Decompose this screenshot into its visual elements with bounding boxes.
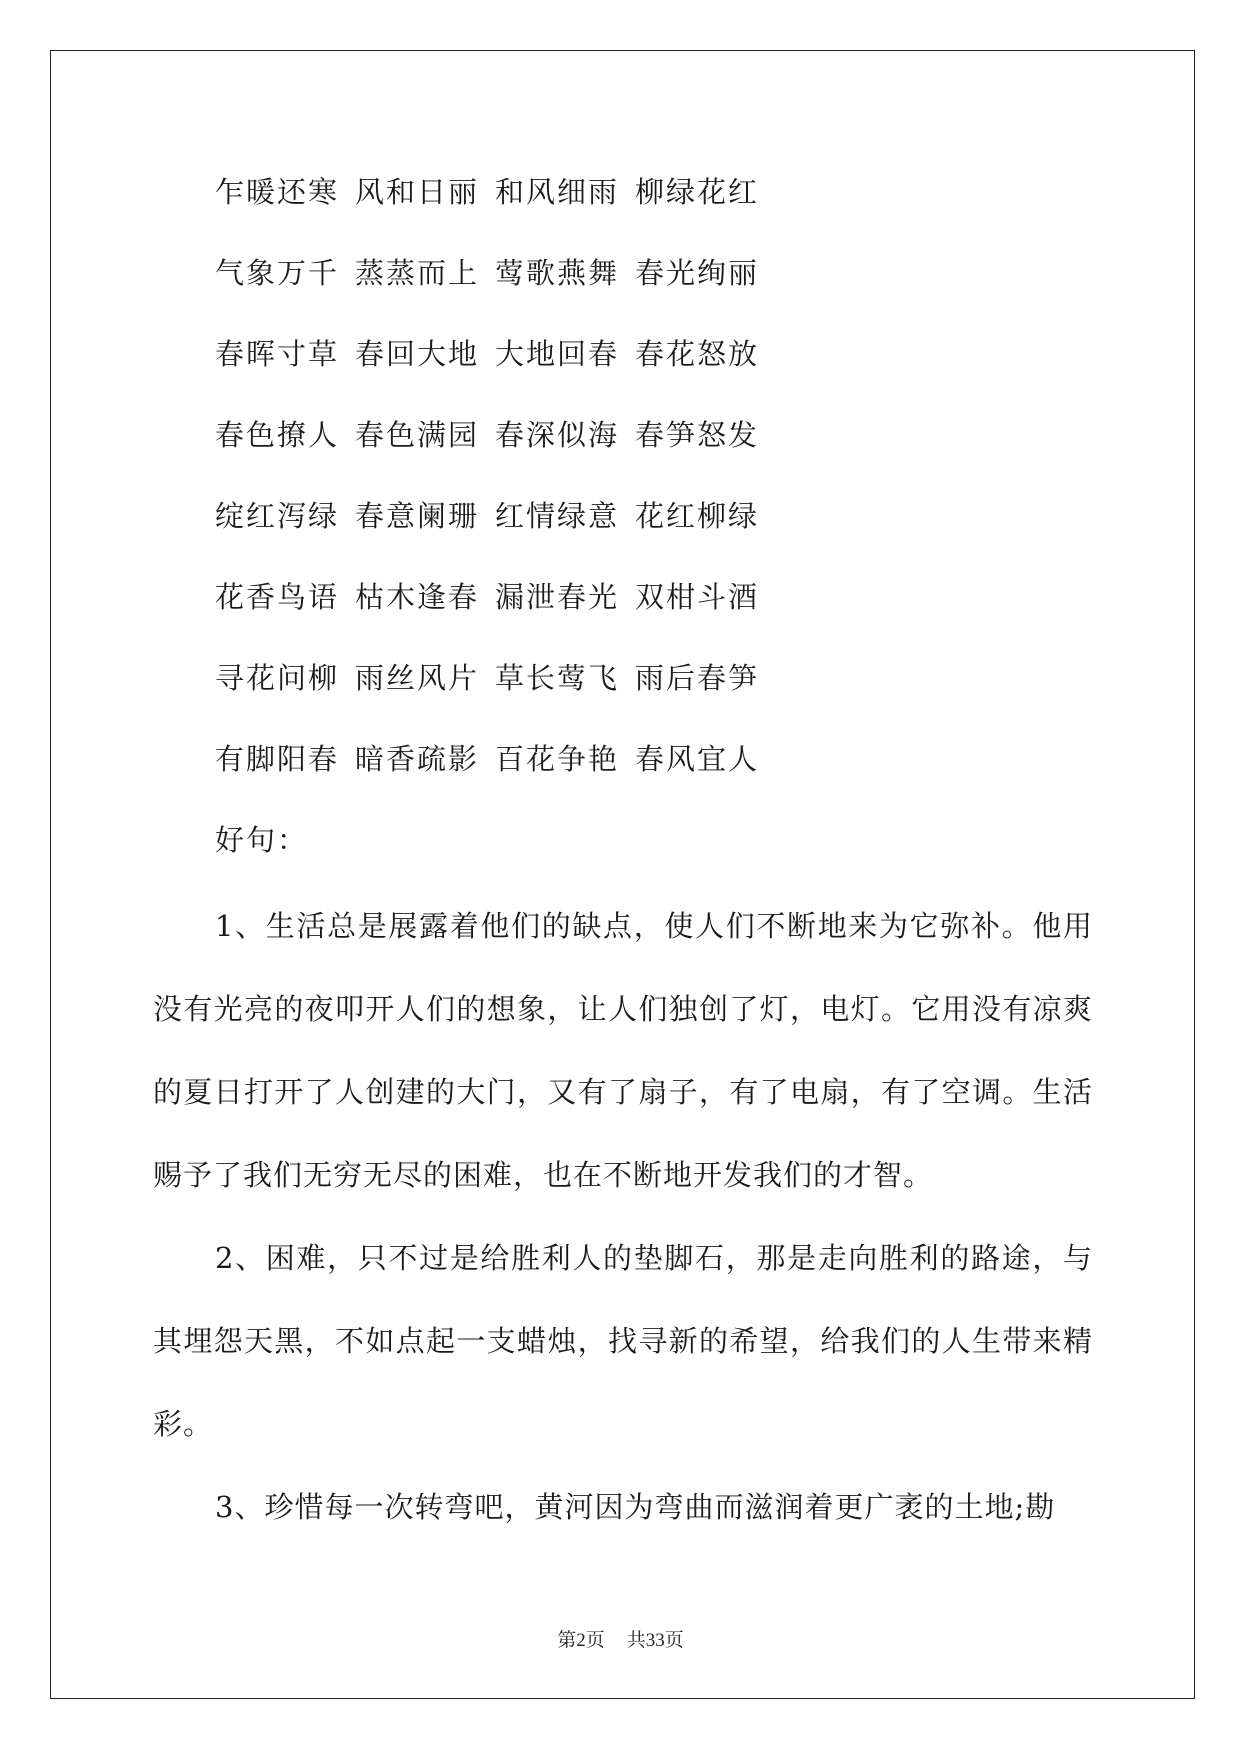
idiom-row xyxy=(215,160,1015,241)
idiom: 雨后春笋 xyxy=(635,661,760,695)
idiom: 百花争艳 xyxy=(495,742,620,776)
idiom: 草长莺飞 xyxy=(495,661,620,695)
page-footer xyxy=(0,1625,1241,1652)
idiom: 和风细雨 xyxy=(495,175,620,209)
idiom: 双柑斗酒 xyxy=(635,580,760,614)
idiom: 春回大地 xyxy=(355,337,480,371)
idiom: 暗香疏影 xyxy=(355,742,480,776)
idiom: 有脚阳春 xyxy=(215,742,340,776)
idiom: 柳绿花红 xyxy=(635,175,760,209)
idiom: 春意阑珊 xyxy=(355,499,480,533)
idiom: 漏泄春光 xyxy=(495,580,620,614)
idiom: 乍暖还寒 xyxy=(215,175,340,209)
idiom: 红情绿意 xyxy=(495,499,620,533)
idiom: 大地回春 xyxy=(495,337,620,371)
idiom-list xyxy=(215,160,1015,808)
idiom: 春花怒放 xyxy=(635,337,760,371)
idiom: 春风宜人 xyxy=(635,742,760,776)
idiom: 气象万千 xyxy=(215,256,340,290)
idiom: 雨丝风片 xyxy=(355,661,480,695)
total-pages: 共33页 xyxy=(626,1630,684,1651)
idiom-row xyxy=(215,565,1015,646)
idiom: 寻花问柳 xyxy=(215,661,340,695)
idiom-row xyxy=(215,646,1015,727)
idiom: 春笋怒发 xyxy=(635,418,760,452)
idiom-row xyxy=(215,403,1015,484)
idiom: 春深似海 xyxy=(495,418,620,452)
body-paragraph: 1、生活总是展露着他们的缺点，使人们不断地来为它弥补。他用没有光亮的夜叩开人们的想象，让人们独创了灯，电灯。它用没有凉爽的夏日打开了人创建的大门，又有了扇子，有了电扇，有了空调。生活赐予了我们无穷无尽的困难，也在不断地开发我们的才智。 xyxy=(153,909,1093,1192)
idiom: 枯木逢春 xyxy=(355,580,480,614)
idiom-row xyxy=(215,727,1015,808)
idiom: 花香鸟语 xyxy=(215,580,340,614)
idiom-row xyxy=(215,241,1015,322)
idiom: 莺歌燕舞 xyxy=(495,256,620,290)
idiom: 蒸蒸而上 xyxy=(355,256,480,290)
body-paragraph: 3、珍惜每一次转弯吧，黄河因为弯曲而滋润着更广袤的土地;勘 xyxy=(215,1490,1056,1524)
section-label: 好句： xyxy=(215,823,309,857)
idiom: 春色撩人 xyxy=(215,418,340,452)
page-number: 第2页 xyxy=(557,1630,605,1651)
body-paragraph: 2、困难，只不过是给胜利人的垫脚石，那是走向胜利的路途，与其埋怨天黑，不如点起一支蜡烛，找寻新的希望，给我们的人生带来精彩。 xyxy=(153,1241,1093,1441)
idiom-row xyxy=(215,322,1015,403)
idiom-row xyxy=(215,484,1015,565)
idiom: 春晖寸草 xyxy=(215,337,340,371)
idiom: 春色满园 xyxy=(355,418,480,452)
idiom: 绽红泻绿 xyxy=(215,499,340,533)
idiom: 风和日丽 xyxy=(355,175,480,209)
idiom: 春光绚丽 xyxy=(635,256,760,290)
idiom: 花红柳绿 xyxy=(635,499,760,533)
